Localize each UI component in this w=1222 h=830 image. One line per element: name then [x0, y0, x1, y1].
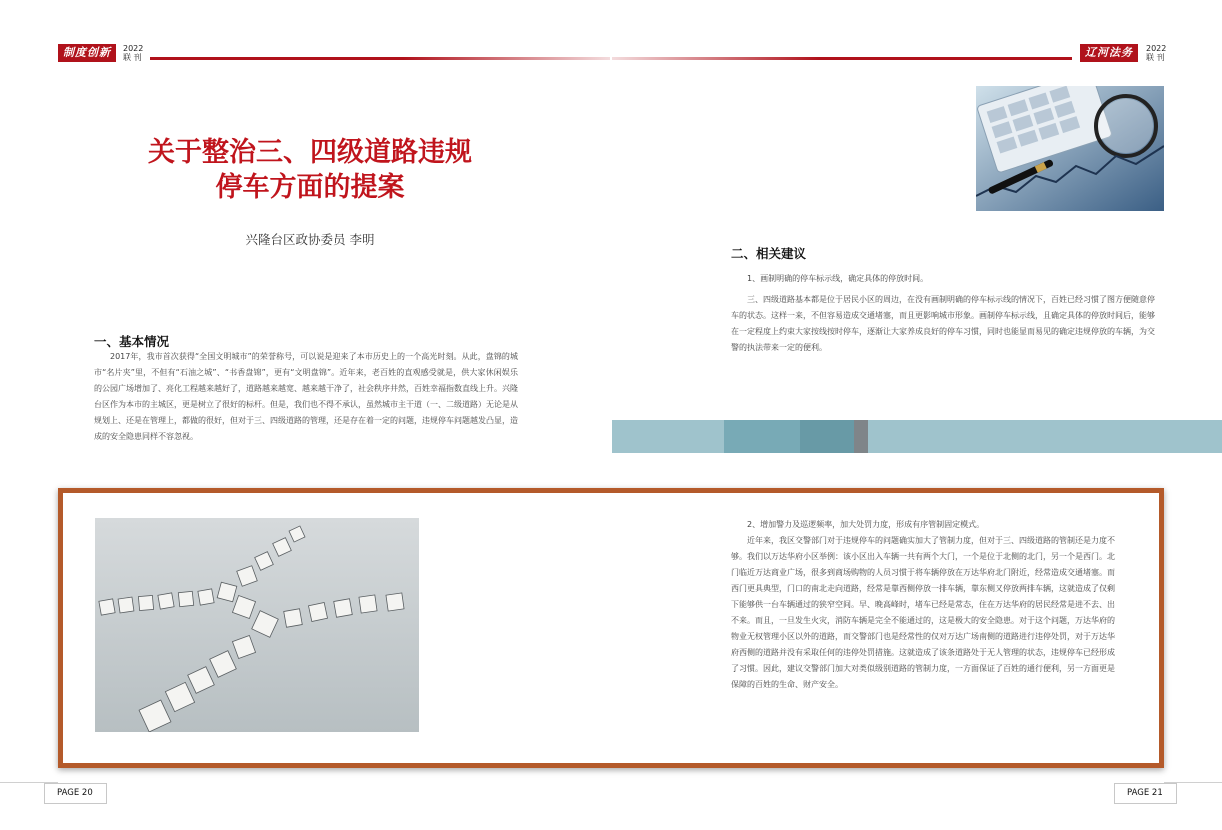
section2-item1-body: 三、四级道路基本都是位于居民小区的周边，在没有画制明确的停车标示线的情况下，百姓已经习惯了图方便随意停车的状态。这样一来，不但容易造成交通堵塞，而且更影响城市形象。画制停车标示线，且确定具体的停放时间后，能够在一定程度上约束大家按线按时停车，逐渐让大家养成良好的停车习惯，同时也能显而易见的确定违规停放的车辆，为交警的执法带来一定的便利。: [731, 295, 1155, 352]
section2-item2-body: 近年来，我区交警部门对于违规停车的问题确实加大了管制力度，但对于三、四级道路的管制还是力度不够。我们以万达华府小区举例：该小区出入车辆一共有两个大门，一个是位于北侧的北门，另一个是西门。北门临近万达商业广场，很多到商场购物的人员习惯于将车辆停放在万达华府北门附近，经常造成交通堵塞。而西门更具典型，门口的南北走向道路，经常是靠西侧停放一排车辆，靠东侧又停放两排车辆，这就造成了仅剩下能够供一台车辆通过的狭窄空间。早、晚高峰时，堵车已经是常态，住在万达华府的居民经常是进不去、出不来。而且，一旦发生火灾，消防车辆是完全不能通过的，这是极大的安全隐患。对于这个问题，万达华府的物业无权管理小区以外的道路，而交警部门也是经常性的仅对万达广场南侧的道路进行违停处罚，对于万达华府西侧的道路并没有采取任何的违停处罚措施。这就造成了该条道路处于无人管理的状态，违规停车已经形成了习惯。因此，建议交警部门加大对类似级别道路的管制力度，一方面保证了百姓的通行便利，另一方面更是保障的百姓的生命、财产安全。: [731, 536, 1115, 689]
left-header-issue: 联 刊: [123, 53, 142, 62]
left-header-year: 2022: [123, 44, 144, 53]
left-page-number: PAGE 20: [44, 783, 107, 804]
band-block-gray: [854, 420, 868, 453]
section1-heading: 一、基本情况: [94, 334, 170, 349]
calculator-pen-chart-photo-icon: [976, 86, 1164, 211]
section2-item2-title: 2、增加警力及巡逻频率，加大处罚力度，形成有序管制固定模式。: [747, 520, 985, 529]
right-header-year: 2022: [1146, 44, 1167, 53]
right-header-logo: 辽河法务: [1080, 44, 1138, 62]
section1-paragraph: 2017年，我市首次获得“全国文明城市”的荣誉称号，可以说是迎来了本市历史上的一个高光时刻。从此，盘锦的城市“名片夹”里，不但有“石油之城”、“书香盘锦”，更有“文明盘锦”。近年来，老百姓的直观感受就是，供大家休闲娱乐的公园广场增加了、亮化工程越来越好了，道路越来越宽、越来越干净了，社会秩序井然，百姓幸福指数直线上升。兴隆台区作为本市的主城区，更是树立了很好的标杆。但是，我们也不得不承认，虽然城市主干道（一、二级道路）无论是从规划上、还是在管理上，都做的很好，但对于三、四级道路的管理，还是存在着一定的问题，违规停车问题越发凸显，造成的安全隐患同样不容忽视。: [94, 352, 518, 441]
content-frame: [58, 488, 1164, 768]
left-header-logo: 制度创新: [58, 44, 116, 62]
top-right-photo: [976, 86, 1164, 211]
article-author: 兴隆台区政协委员 李明: [245, 232, 375, 247]
section2-item1-title: 1、画制明确的停车标示线，确定具体的停放时间。: [747, 274, 929, 283]
band-block-darker: [800, 420, 854, 453]
article-title-line1: 关于整治三、四级道路违规: [148, 137, 472, 168]
left-header-rule: [150, 57, 610, 60]
right-page-number: PAGE 21: [1114, 783, 1177, 804]
article-title-line2: 停车方面的提案: [215, 172, 405, 203]
decorative-band: [612, 420, 1222, 453]
section2-heading: 二、相关建议: [731, 246, 807, 261]
right-header-issue: 联 刊: [1146, 53, 1165, 62]
frame-photo: [95, 518, 419, 732]
puzzle-pieces-photo-icon: [95, 518, 419, 732]
right-header-rule: [612, 57, 1072, 60]
